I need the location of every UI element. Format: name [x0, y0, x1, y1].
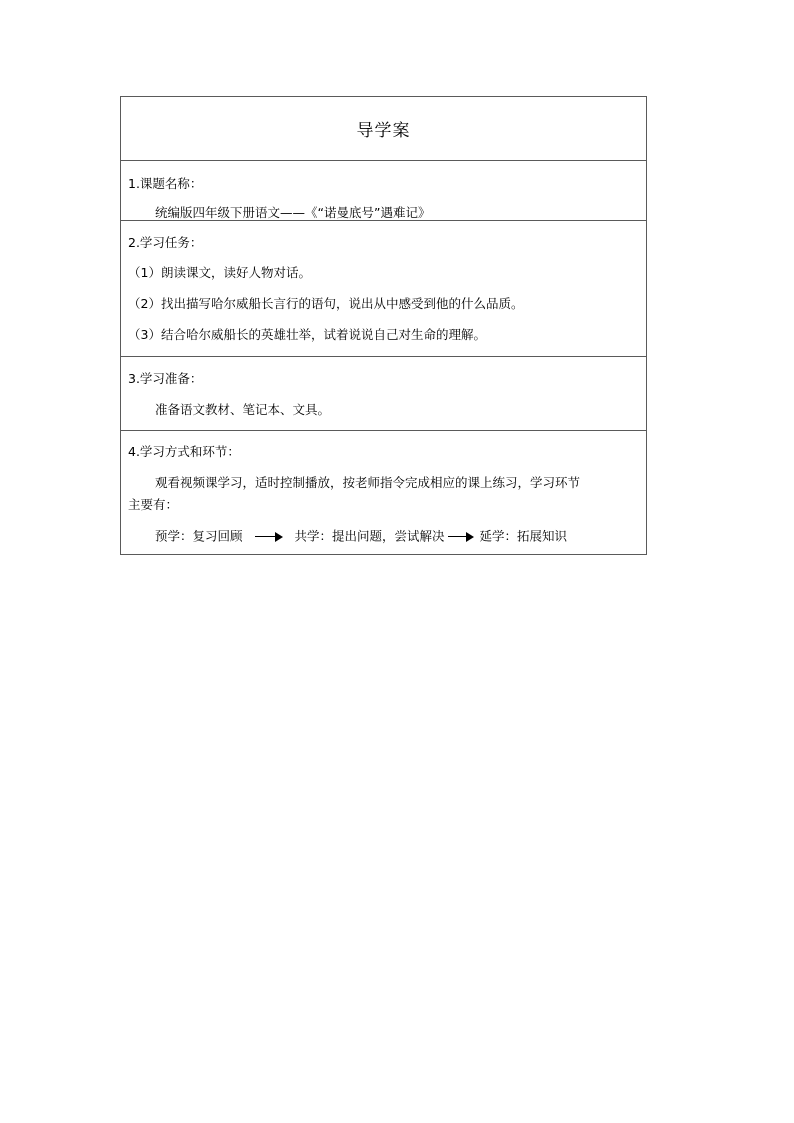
section-text: 准备语文教材、笔记本、文具。 — [155, 402, 331, 417]
flow-step-preview: 预学：复习回顾 — [155, 528, 243, 544]
flow-step-shared: 共学：提出问题，尝试解决 — [294, 528, 445, 544]
section-text: 主要有： — [128, 497, 179, 512]
arrow-right-icon — [448, 532, 474, 542]
task-item: （1）朗读课文，读好人物对话。 — [128, 265, 311, 280]
document-title: 导学案 — [356, 121, 411, 141]
section-text: 观看视频课学习，适时控制播放，按老师指令完成相应的课上练习，学习环节 — [155, 475, 581, 490]
section-topic — [121, 160, 646, 220]
section-preparation — [121, 356, 646, 430]
title-row — [121, 97, 646, 160]
section-heading: 2.学习任务： — [128, 235, 203, 250]
learning-flow — [155, 528, 567, 545]
task-item: （3）结合哈尔威船长的英雄壮举，试着说说自己对生命的理解。 — [128, 327, 486, 342]
section-tasks — [121, 220, 646, 356]
section-method — [121, 430, 646, 554]
task-item: （2）找出描写哈尔威船长言行的语句，说出从中感受到他的什么品质。 — [128, 296, 524, 311]
study-guide-table — [120, 96, 647, 555]
section-text: 统编版四年级下册语文——《“诺曼底号”遇难记》 — [155, 205, 431, 220]
section-heading: 3.学习准备： — [128, 371, 203, 386]
section-heading: 4.学习方式和环节： — [128, 444, 240, 459]
arrow-right-icon — [255, 532, 283, 542]
section-heading: 1.课题名称： — [128, 176, 203, 191]
flow-step-extension: 延学：拓展知识 — [479, 528, 567, 544]
